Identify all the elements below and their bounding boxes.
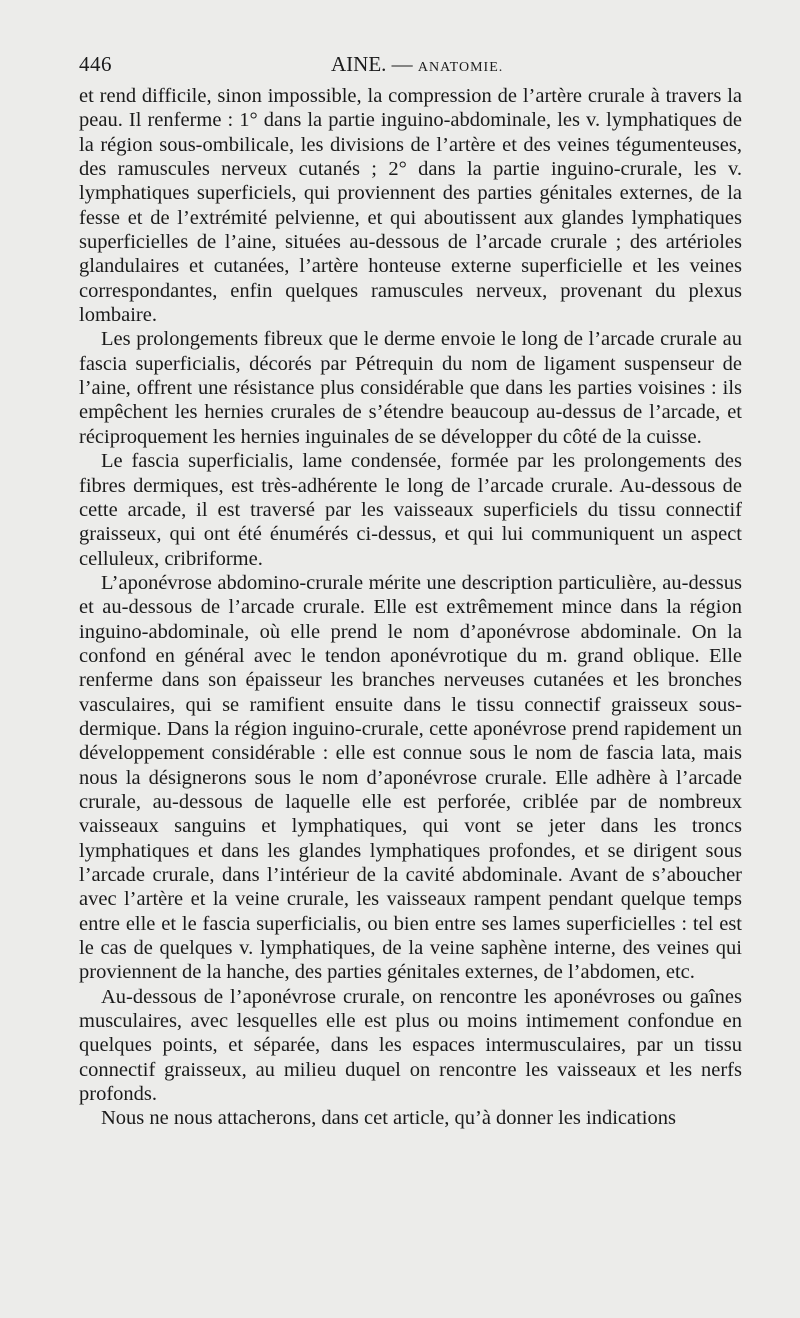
paragraph-prolongements: Les prolongements fibreux que le derme envoie le long de l’arcade crurale au fascia superficialis, décorés par Pétrequin du nom de ligament suspenseur de l’aine, offrent une résistance plus considérable que dans les parties voisines : ils empêchent les hernies crurales de s’étendre beaucoup au-dessus de l’arcade, et réciproquement les hernies inguinales de se développer du côté de la cuisse.: [79, 328, 742, 448]
paragraph-indications: Nous ne nous attacherons, dans cet article, qu’à donner les indications: [101, 1107, 676, 1130]
paragraph-gaines-musculaires: Au-dessous de l’aponévrose crurale, on rencontre les aponévroses ou gaînes musculaires, avec lesquelles elle est plus ou moins intimement confondue en quelques points, et séparée, dans les espaces intermusculaires, par un tissu connectif graisseux, au milieu duquel on rencontre les vaisseaux et les nerfs profonds.: [79, 985, 742, 1106]
page-header: [79, 50, 742, 80]
running-head-subtitle: ANATOMIE.: [417, 60, 504, 75]
running-head-title: AINE.: [331, 52, 387, 76]
body-text: [79, 84, 742, 1131]
page-number: 446: [79, 52, 112, 76]
paragraph-aponevrose: L’aponévrose abdomino-crurale mérite une description particulière, au-dessus et au-dessous de l’arcade crurale. Elle est extrêmement mince dans la région inguino-abdominale, où elle prend le nom d’aponévrose abdominale. On la confond en général avec le tendon aponévrotique du m. grand oblique. Elle renferme dans son épaisseur les branches nerveuses cutanées et les bronches vasculaires, qui se ramifient ensuite dans le tissu connectif graisseux sous-dermique. Dans la région inguino-crurale, cette aponévrose prend rapidement un développement considérable : elle est connue sous le nom de fascia lata, mais nous la désignerons sous le nom d’aponévrose crurale. Elle adhère à l’arcade crurale, au-dessous de laquelle elle est perforée, criblée par de nombreux vaisseaux sanguins et lymphatiques, qui vont se jeter dans les troncs lymphatiques et dans les glandes lymphatiques profondes, et se dirigent sous l’arcade crurale, dans l’intérieur de la cavité abdominale. Avant de s’aboucher avec l’artère et la veine crurale, les vaisseaux rampent pendant quelque temps entre elle et le fascia superficialis, ou bien entre ses lames superficielles : tel est le cas de quelques v. lymphatiques, de la veine saphène interne, des veines qui proviennent de la hanche, des parties génitales externes, de l’abdomen, etc.: [79, 571, 742, 984]
running-head: [331, 52, 503, 77]
paragraph-fascia-superficialis: Le fascia superficialis, lame condensée, formée par les prolongements des fibres dermiques, est très-adhérente le long de l’arcade crurale. Au-dessous de cette arcade, il est traversé par les vaisseaux superficiels du tissu connectif graisseux, qui ont été énumérés ci-dessus, et qui lui communiquent un aspect celluleux, cribriforme.: [79, 450, 742, 570]
running-head-separator: —: [391, 52, 413, 76]
paragraph-continuation: et rend difficile, sinon impossible, la compression de l’artère crurale à travers la peau. Il renferme : 1° dans la partie inguino-abdominale, les v. lymphatiques de la région sous-ombilicale, les divisions de l’artère et des veines tégumenteuses, des ramuscules nerveux cutanés ; 2° dans la partie inguino-crurale, les v. lymphatiques superficiels, qui proviennent des parties génitales externes, de la fesse et de l’extrémité pelvienne, et qui aboutissent aux glandes lymphatiques superficielles de l’aine, situées au-dessous de l’arcade crurale ; des artérioles glandulaires et cutanées, l’artère honteuse externe superficielle et les veines correspondantes, enfin quelques ramuscules nerveux, provenant du plexus lombaire.: [79, 85, 742, 327]
